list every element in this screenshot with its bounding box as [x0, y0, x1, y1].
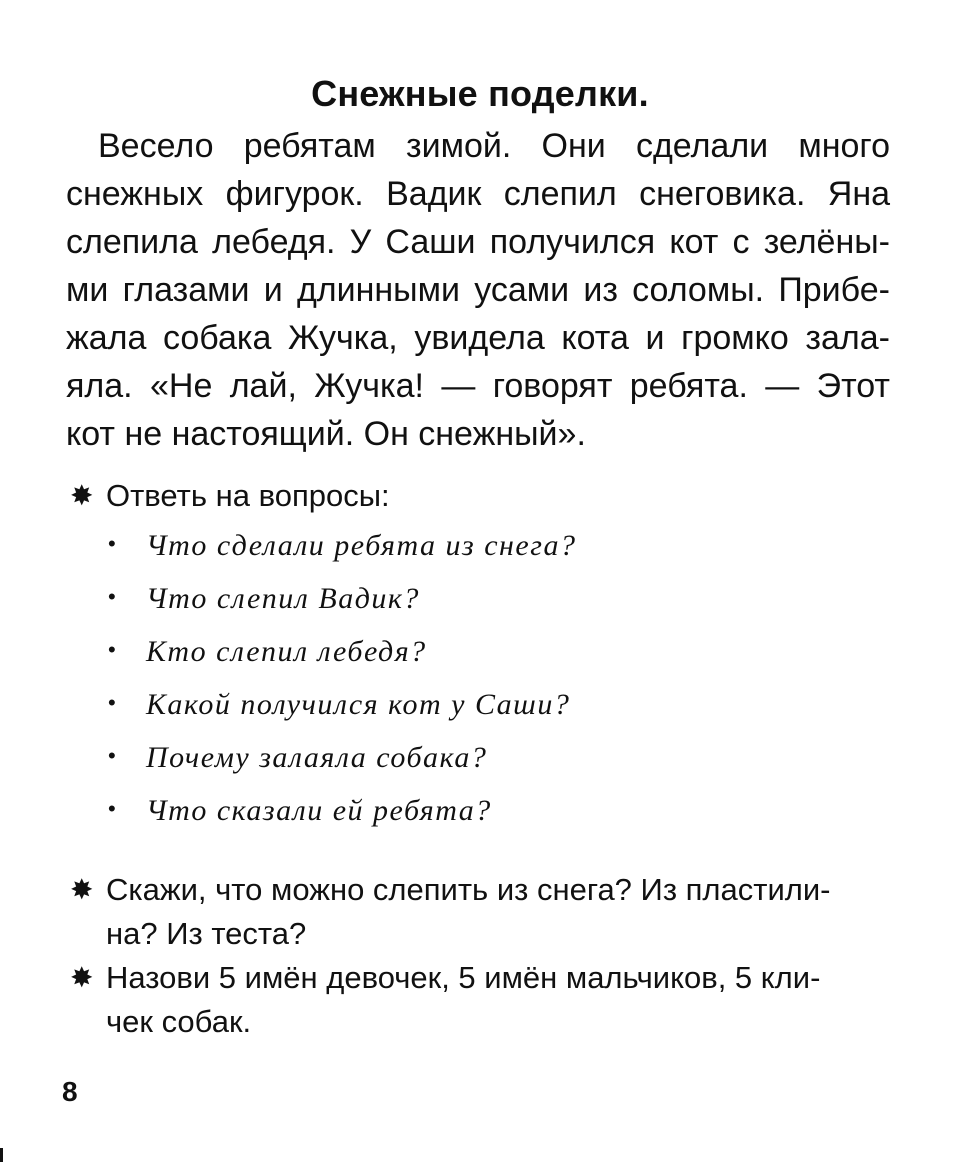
task-text: Назови 5 имён девочек, 5 имён мальчиков, 5 кли- — [106, 960, 821, 995]
task-sculpt — [70, 868, 900, 956]
list-item — [108, 630, 888, 683]
page-number: 8 — [62, 1076, 78, 1107]
task-text: на? Из теста? — [106, 916, 307, 951]
story-text — [66, 122, 890, 458]
story-line: снежных фигурок. Вадик слепил снеговика. Яна — [66, 175, 890, 213]
story-line: слепила лебедя. У Саши получился кот с зелёны- — [66, 223, 890, 261]
story-line: яла. «Не лай, Жучка! — говорят ребята. — Этот — [66, 367, 890, 405]
question-text: Какой получился кот у Саши? — [146, 688, 571, 721]
story-line: жала собака Жучка, увидела кота и громко зала- — [66, 319, 890, 357]
question-text: Почему залаяла собака? — [146, 741, 488, 774]
star-icon: ✸ — [70, 962, 94, 993]
question-text: Кто слепил лебедя? — [146, 635, 427, 668]
task-text: Ответь на вопросы: — [106, 478, 390, 513]
question-text: Что слепил Вадик? — [146, 582, 420, 615]
page-title: Снежные поделки. — [311, 73, 649, 114]
list-item — [108, 789, 888, 842]
bullet-icon: • — [108, 743, 118, 768]
questions-list — [108, 524, 888, 842]
list-item — [108, 577, 888, 630]
bullet-icon: • — [108, 637, 118, 662]
question-text: Что сказали ей ребята? — [146, 794, 492, 827]
story-line: кот не настоящий. Он снежный». — [66, 415, 586, 453]
bullet-icon: • — [108, 531, 118, 556]
story-line: ми глазами и длинными усами из соломы. Прибе- — [66, 271, 890, 309]
task-text: чек собак. — [106, 1004, 252, 1039]
task-answer-questions — [70, 474, 900, 518]
bullet-icon: • — [108, 584, 118, 609]
task-text: Скажи, что можно слепить из снега? Из пластили- — [106, 872, 831, 907]
question-text: Что сделали ребята из снега? — [146, 529, 577, 562]
list-item — [108, 524, 888, 577]
list-item — [108, 736, 888, 789]
crop-mark — [0, 1148, 3, 1162]
story-line: Весело ребятам зимой. Они сделали много — [98, 127, 890, 165]
bullet-icon: • — [108, 690, 118, 715]
list-item — [108, 683, 888, 736]
star-icon: ✸ — [70, 874, 94, 905]
task-names — [70, 956, 900, 1044]
star-icon: ✸ — [70, 480, 94, 511]
bullet-icon: • — [108, 796, 118, 821]
